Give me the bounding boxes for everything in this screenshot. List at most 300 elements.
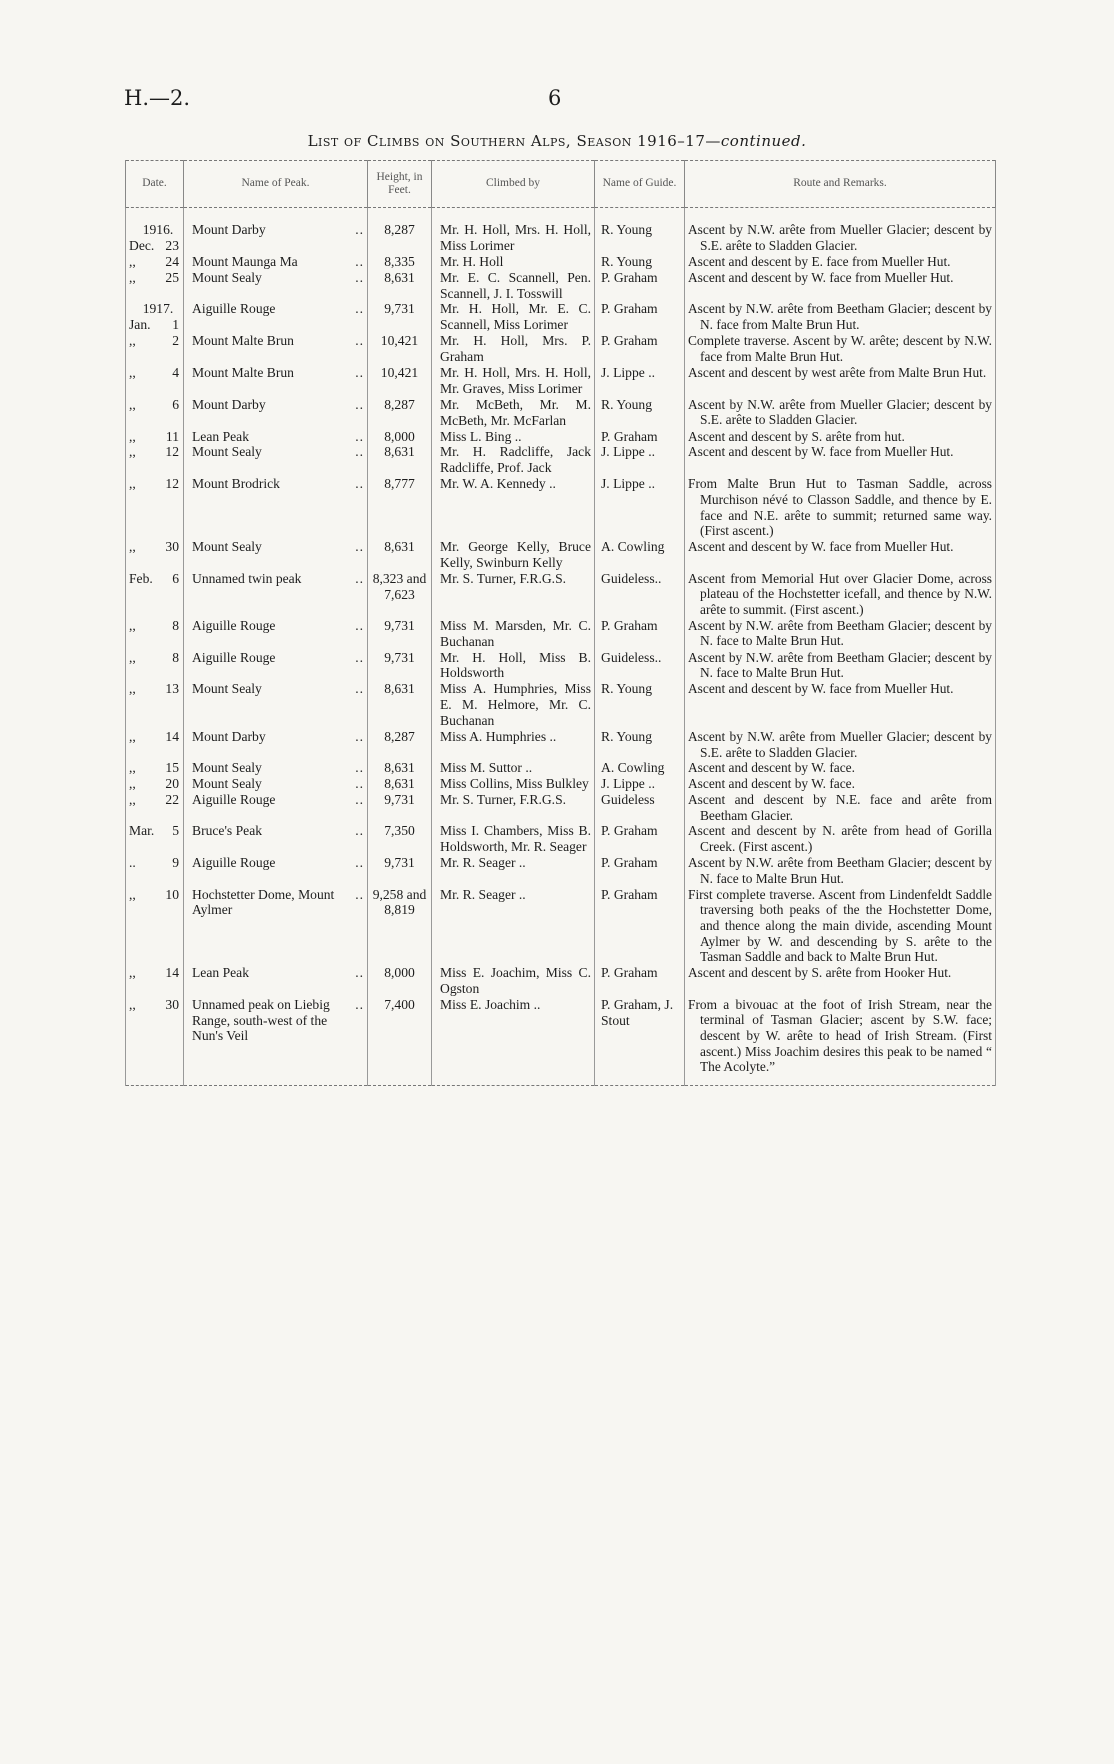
table-row <box>126 444 996 476</box>
height-cell: 7,400 <box>368 997 432 1086</box>
leader-dots: .. <box>355 570 364 586</box>
col-peak: Name of Peak. <box>184 161 368 208</box>
leader-dots: .. <box>355 301 364 317</box>
table-row <box>126 301 996 333</box>
height-cell: 8,631 <box>368 539 432 571</box>
climbers-cell: Mr. George Kelly, Bruce Kelly, Swinburn Kelly <box>432 539 595 571</box>
climbers-cell: Mr. R. Seager .. <box>432 887 595 965</box>
leader-dots: .. <box>355 396 364 412</box>
table-row <box>126 776 996 792</box>
peak-cell <box>184 333 368 365</box>
peak-cell <box>184 776 368 792</box>
peak-cell <box>184 365 368 397</box>
peak-cell <box>184 650 368 682</box>
day-label: 10 <box>165 886 179 902</box>
remarks-cell <box>685 997 996 1086</box>
height-cell: 8,777 <box>368 476 432 539</box>
col-date: Date. <box>126 161 184 208</box>
guide-cell: J. Lippe .. <box>595 365 685 397</box>
peak-name: Aiguille Rouge <box>192 792 276 808</box>
date-cell <box>126 681 184 729</box>
guide-cell: P. Graham, J. Stout <box>595 997 685 1086</box>
remarks-cell <box>685 618 996 650</box>
guide-cell: P. Graham <box>595 855 685 886</box>
date-cell <box>126 650 184 682</box>
height-cell: 9,731 <box>368 618 432 650</box>
remarks-cell <box>685 365 996 397</box>
height-cell: 8,323 and 7,623 <box>368 571 432 618</box>
climbers-cell: Mr. McBeth, Mr. M. McBeth, Mr. McFarlan <box>432 397 595 429</box>
height-cell: 9,731 <box>368 855 432 886</box>
peak-name: Lean Peak <box>192 428 249 444</box>
remarks-cell <box>685 333 996 365</box>
date-cell <box>126 618 184 650</box>
remarks-text: Ascent and descent by W. face from Mueller Hut. <box>688 538 954 554</box>
day-label: 14 <box>165 964 179 980</box>
remarks-cell <box>685 301 996 333</box>
climbers-cell: Miss E. Joachim, Miss C. Ogston <box>432 965 595 997</box>
remarks-text: Ascent by N.W. arête from Beetham Glacier; descent by N. face to Malte Brun Hut. <box>688 855 992 886</box>
leader-dots: .. <box>355 222 364 237</box>
date-cell <box>126 776 184 792</box>
remarks-cell <box>685 476 996 539</box>
climbers-cell: Mr. H. Holl, Mrs. H. Holl, Miss Lorimer <box>432 222 595 254</box>
date-cell <box>126 823 184 855</box>
peak-name: Lean Peak <box>192 964 249 980</box>
remarks-text: Ascent and descent by W. face. <box>688 760 855 776</box>
remarks-text: Ascent and descent by E. face from Mueller Hut. <box>688 253 951 269</box>
date-cell <box>126 760 184 776</box>
peak-cell <box>184 397 368 429</box>
peak-cell <box>184 476 368 539</box>
climbers-cell: Miss M. Suttor .. <box>432 760 595 776</box>
peak-name: Aiguille Rouge <box>192 855 276 871</box>
climbers-cell: Miss M. Marsden, Mr. C. Buchanan <box>432 618 595 650</box>
date-cell <box>126 222 184 254</box>
month-label: ,, <box>129 269 136 285</box>
remarks-cell <box>685 429 996 445</box>
col-height: Height, in Feet. <box>368 161 432 208</box>
date-cell <box>126 887 184 965</box>
table-row <box>126 887 996 965</box>
peak-cell <box>184 539 368 571</box>
year-label: 1916. <box>142 222 174 237</box>
peak-name: Mount Sealy <box>192 444 262 460</box>
remarks-text: Ascent and descent by W. face. <box>688 776 855 792</box>
table-row <box>126 792 996 823</box>
climbers-cell: Mr. W. A. Kennedy .. <box>432 476 595 539</box>
guide-cell: J. Lippe .. <box>595 444 685 476</box>
day-label: 8 <box>172 649 179 665</box>
peak-cell <box>184 997 368 1086</box>
date-cell <box>126 855 184 886</box>
height-cell: 8,000 <box>368 965 432 997</box>
leader-dots: .. <box>355 996 364 1012</box>
height-cell: 8,335 <box>368 254 432 270</box>
leader-dots: .. <box>355 269 364 285</box>
leader-dots: .. <box>355 776 364 792</box>
month-label: ,, <box>129 333 136 349</box>
date-cell <box>126 539 184 571</box>
day-label: 2 <box>172 333 179 349</box>
peak-cell <box>184 965 368 997</box>
guide-cell: R. Young <box>595 681 685 729</box>
report-reference: H.—2. <box>124 86 191 110</box>
guide-cell: P. Graham <box>595 333 685 365</box>
remarks-cell <box>685 776 996 792</box>
peak-name: Mount Darby <box>192 222 266 237</box>
climbers-cell: Miss I. Chambers, Miss B. Holdsworth, Mr. R. Seager <box>432 823 595 855</box>
leader-dots: .. <box>355 855 364 871</box>
month-label: .. <box>129 855 136 871</box>
table-row <box>126 571 996 618</box>
day-label: 4 <box>172 365 179 381</box>
day-label: 8 <box>172 617 179 633</box>
guide-cell: Guideless.. <box>595 650 685 682</box>
leader-dots: .. <box>355 792 364 808</box>
leader-dots: .. <box>355 886 364 902</box>
remarks-cell <box>685 222 996 254</box>
guide-cell: R. Young <box>595 254 685 270</box>
table-row <box>126 476 996 539</box>
remarks-text: Ascent and descent by S. arête from hut. <box>688 428 905 444</box>
remarks-text: Ascent from Memorial Hut over Glacier Dome, across plateau of the Hochstetter icefall, and thence by N.W. arête to summit. (First ascent.) <box>688 570 992 618</box>
peak-name: Bruce's Peak <box>192 823 263 839</box>
guide-cell: R. Young <box>595 222 685 254</box>
remarks-text: Ascent and descent by west arête from Malte Brun Hut. <box>688 365 987 381</box>
month-label: ,, <box>129 476 136 492</box>
remarks-text: From a bivouac at the foot of Irish Stream, near the terminal of Tasman Glacier; ascent by S.W. face; descent by W. arête to head of Irish Stream. (First ascent.) Miss Joachim desires this peak to be named “ The Acolyte.” <box>688 996 992 1075</box>
guide-cell: P. Graham <box>595 887 685 965</box>
peak-cell <box>184 222 368 254</box>
remarks-cell <box>685 965 996 997</box>
table-row <box>126 222 996 254</box>
remarks-text: Ascent by N.W. arête from Mueller Glacier; descent by S.E. arête to Sladden Glacier. <box>688 728 992 760</box>
date-cell <box>126 333 184 365</box>
guide-cell: P. Graham <box>595 429 685 445</box>
remarks-text: Ascent and descent by N.E. face and arête from Beetham Glacier. <box>688 792 992 823</box>
remarks-cell <box>685 887 996 965</box>
month-label: Mar. <box>129 823 155 839</box>
remarks-text: Ascent and descent by W. face from Mueller Hut. <box>688 681 954 697</box>
date-cell <box>126 429 184 445</box>
climbs-table <box>125 160 996 1086</box>
remarks-text: From Malte Brun Hut to Tasman Saddle, across Murchison névé to Classon Saddle, and thence by E. face and N.E. arête to summit; returned same way. (First ascent.) <box>688 476 992 539</box>
leader-dots: .. <box>355 649 364 665</box>
height-cell: 9,731 <box>368 301 432 333</box>
climbers-cell: Mr. R. Seager .. <box>432 855 595 886</box>
month-label: ,, <box>129 964 136 980</box>
remarks-cell <box>685 681 996 729</box>
leader-dots: .. <box>355 428 364 444</box>
peak-name: Unnamed twin peak <box>192 570 302 586</box>
page-number: 6 <box>548 86 562 110</box>
remarks-text: Ascent by N.W. arête from Mueller Glacier; descent by S.E. arête to Sladden Glacier. <box>688 222 992 253</box>
remarks-cell <box>685 397 996 429</box>
peak-name: Aiguille Rouge <box>192 617 276 633</box>
date-cell <box>126 729 184 760</box>
date-cell <box>126 397 184 429</box>
remarks-text: Ascent and descent by N. arête from head of Gorilla Creek. (First ascent.) <box>688 823 992 855</box>
peak-cell <box>184 760 368 776</box>
height-cell: 8,631 <box>368 760 432 776</box>
table-row <box>126 760 996 776</box>
peak-name: Mount Sealy <box>192 269 262 285</box>
day-label: 1 <box>172 317 179 333</box>
peak-cell <box>184 887 368 965</box>
month-label: ,, <box>129 792 136 808</box>
col-guide: Name of Guide. <box>595 161 685 208</box>
height-cell: 8,287 <box>368 729 432 760</box>
leader-dots: .. <box>355 333 364 349</box>
remarks-text: Ascent and descent by W. face from Mueller Hut. <box>688 269 954 285</box>
climbers-cell: Mr. E. C. Scannell, Pen. Scannell, J. I. Tosswill <box>432 270 595 302</box>
table-row <box>126 650 996 682</box>
guide-cell: P. Graham <box>595 270 685 302</box>
table-row <box>126 397 996 429</box>
date-cell <box>126 254 184 270</box>
day-label: 30 <box>165 996 179 1012</box>
guide-cell: P. Graham <box>595 618 685 650</box>
table-row <box>126 729 996 760</box>
climbers-cell: Miss L. Bing .. <box>432 429 595 445</box>
leader-dots: .. <box>355 760 364 776</box>
guide-cell: A. Cowling <box>595 760 685 776</box>
date-cell <box>126 997 184 1086</box>
peak-name: Mount Brodrick <box>192 476 280 492</box>
guide-cell: A. Cowling <box>595 539 685 571</box>
table-row <box>126 618 996 650</box>
day-label: 15 <box>165 760 179 776</box>
day-label: 6 <box>172 570 179 586</box>
peak-cell <box>184 823 368 855</box>
table-row <box>126 539 996 571</box>
climbers-cell: Mr. S. Turner, F.R.G.S. <box>432 571 595 618</box>
table-row <box>126 823 996 855</box>
remarks-cell <box>685 823 996 855</box>
day-label: 20 <box>165 776 179 792</box>
leader-dots: .. <box>355 681 364 697</box>
leader-dots: .. <box>355 444 364 460</box>
month-label: ,, <box>129 396 136 412</box>
guide-cell: P. Graham <box>595 965 685 997</box>
height-cell: 9,731 <box>368 792 432 823</box>
leader-dots: .. <box>355 365 364 381</box>
remarks-text: Ascent by N.W. arête from Beetham Glacier; descent by N. face to Malte Brun Hut. <box>688 617 992 649</box>
guide-cell: J. Lippe .. <box>595 776 685 792</box>
table-row <box>126 681 996 729</box>
day-label: 23 <box>165 237 179 253</box>
month-label: ,, <box>129 996 136 1012</box>
date-cell <box>126 965 184 997</box>
peak-cell <box>184 571 368 618</box>
month-label: ,, <box>129 728 136 744</box>
height-cell: 8,631 <box>368 270 432 302</box>
month-label: ,, <box>129 681 136 697</box>
peak-cell <box>184 301 368 333</box>
month-label: Jan. <box>129 317 151 333</box>
day-label: 12 <box>165 444 179 460</box>
table-row <box>126 365 996 397</box>
peak-cell <box>184 792 368 823</box>
climbers-cell: Mr. S. Turner, F.R.G.S. <box>432 792 595 823</box>
remarks-cell <box>685 270 996 302</box>
peak-cell <box>184 444 368 476</box>
height-cell: 8,631 <box>368 444 432 476</box>
leader-dots: .. <box>355 253 364 269</box>
peak-name: Mount Malte Brun <box>192 333 294 349</box>
day-label: 5 <box>172 823 179 839</box>
remarks-text: Ascent by N.W. arête from Beetham Glacier; descent by N. face from Malte Brun Hut. <box>688 301 992 333</box>
day-label: 22 <box>165 792 179 808</box>
remarks-text: Complete traverse. Ascent by W. arête; descent by N.W. face from Malte Brun Hut. <box>688 333 992 364</box>
peak-cell <box>184 855 368 886</box>
day-label: 11 <box>165 428 179 444</box>
date-cell <box>126 792 184 823</box>
leader-dots: .. <box>355 538 364 554</box>
table-row <box>126 333 996 365</box>
guide-cell: Guideless <box>595 792 685 823</box>
peak-name: Hochstetter Dome, Mount Aylmer <box>192 886 335 918</box>
date-cell <box>126 444 184 476</box>
table-title-suffix: continued. <box>720 132 807 150</box>
peak-name: Unnamed peak on Liebig Range, south-west of the Nun's Veil <box>192 996 330 1044</box>
peak-name: Mount Sealy <box>192 681 262 697</box>
day-label: 14 <box>165 728 179 744</box>
month-label: Feb. <box>129 570 153 586</box>
month-label: ,, <box>129 365 136 381</box>
climbers-cell: Miss E. Joachim .. <box>432 997 595 1086</box>
day-label: 6 <box>172 396 179 412</box>
remarks-cell <box>685 855 996 886</box>
table-row <box>126 997 996 1086</box>
remarks-cell <box>685 760 996 776</box>
peak-name: Aiguille Rouge <box>192 649 276 665</box>
guide-cell: P. Graham <box>595 823 685 855</box>
table-title-text: List of Climbs on Southern Alps, Season 1916–17— <box>307 132 721 150</box>
leader-dots: .. <box>355 964 364 980</box>
remarks-cell <box>685 254 996 270</box>
month-label: ,, <box>129 253 136 269</box>
climbers-cell: Mr. H. Holl, Miss B. Holdsworth <box>432 650 595 682</box>
table-header <box>126 161 996 208</box>
remarks-cell <box>685 792 996 823</box>
peak-cell <box>184 254 368 270</box>
remarks-text: Ascent and descent by W. face from Mueller Hut. <box>688 444 954 460</box>
remarks-cell <box>685 444 996 476</box>
climbers-cell: Miss A. Humphries, Miss E. M. Helmore, Mr. C. Buchanan <box>432 681 595 729</box>
leader-dots: .. <box>355 617 364 633</box>
day-label: 9 <box>172 855 179 871</box>
day-label: 24 <box>165 253 179 269</box>
leader-dots: .. <box>355 823 364 839</box>
guide-cell: Guideless.. <box>595 571 685 618</box>
table-row <box>126 270 996 302</box>
month-label: ,, <box>129 760 136 776</box>
peak-name: Mount Sealy <box>192 760 262 776</box>
peak-cell <box>184 681 368 729</box>
climbers-cell: Mr. H. Holl, Mr. E. C. Scannell, Miss Lorimer <box>432 301 595 333</box>
climbers-cell: Mr. H. Holl, Mrs. P. Graham <box>432 333 595 365</box>
table-title <box>0 132 1114 150</box>
climbers-cell: Mr. H. Radcliffe, Jack Radcliffe, Prof. Jack <box>432 444 595 476</box>
day-label: 13 <box>165 681 179 697</box>
climbers-cell: Mr. H. Holl <box>432 254 595 270</box>
table-row <box>126 855 996 886</box>
date-cell <box>126 301 184 333</box>
height-cell: 8,631 <box>368 776 432 792</box>
year-label: 1917. <box>142 301 174 317</box>
height-cell: 8,631 <box>368 681 432 729</box>
peak-name: Mount Sealy <box>192 776 262 792</box>
peak-name: Mount Malte Brun <box>192 365 294 381</box>
peak-cell <box>184 270 368 302</box>
remarks-cell <box>685 650 996 682</box>
peak-name: Mount Sealy <box>192 538 262 554</box>
month-label: ,, <box>129 428 136 444</box>
day-label: 12 <box>165 476 179 492</box>
guide-cell: J. Lippe .. <box>595 476 685 539</box>
peak-cell <box>184 729 368 760</box>
month-label: ,, <box>129 886 136 902</box>
guide-cell: R. Young <box>595 729 685 760</box>
table-row <box>126 254 996 270</box>
month-label: ,, <box>129 538 136 554</box>
guide-cell: R. Young <box>595 397 685 429</box>
remarks-cell <box>685 571 996 618</box>
climbers-cell: Mr. H. Holl, Mrs. H. Holl, Mr. Graves, Miss Lorimer <box>432 365 595 397</box>
col-remarks: Route and Remarks. <box>685 161 996 208</box>
month-label: ,, <box>129 649 136 665</box>
table-row <box>126 965 996 997</box>
month-label: ,, <box>129 617 136 633</box>
remarks-text: Ascent by N.W. arête from Beetham Glacier; descent by N. face to Malte Brun Hut. <box>688 649 992 681</box>
height-cell: 7,350 <box>368 823 432 855</box>
height-cell: 10,421 <box>368 333 432 365</box>
height-cell: 9,731 <box>368 650 432 682</box>
date-cell <box>126 571 184 618</box>
peak-name: Mount Darby <box>192 728 266 744</box>
height-cell: 10,421 <box>368 365 432 397</box>
peak-name: Aiguille Rouge <box>192 301 276 317</box>
table-body <box>126 208 996 1086</box>
leader-dots: .. <box>355 476 364 492</box>
remarks-cell <box>685 729 996 760</box>
remarks-cell <box>685 539 996 571</box>
climbers-cell: Miss A. Humphries .. <box>432 729 595 760</box>
peak-cell <box>184 618 368 650</box>
remarks-text: First complete traverse. Ascent from Lindenfeldt Saddle traversing both peaks of the the Hochstetter Dome, and thence along the main divide, ascending Mount Aylmer by W. and descending by S. arête to the Tasman Saddle and back to Malte Brun Hut. <box>688 886 992 965</box>
table-row <box>126 429 996 445</box>
peak-name: Mount Darby <box>192 396 266 412</box>
day-label: 30 <box>165 538 179 554</box>
date-cell <box>126 270 184 302</box>
remarks-text: Ascent and descent by S. arête from Hooker Hut. <box>688 964 952 980</box>
guide-cell: P. Graham <box>595 301 685 333</box>
month-label: ,, <box>129 444 136 460</box>
day-label: 25 <box>165 269 179 285</box>
month-label: Dec. <box>129 237 155 253</box>
leader-dots: .. <box>355 728 364 744</box>
date-cell <box>126 365 184 397</box>
date-cell <box>126 476 184 539</box>
height-cell: 8,000 <box>368 429 432 445</box>
month-label: ,, <box>129 776 136 792</box>
col-climbers: Climbed by <box>432 161 595 208</box>
height-cell: 9,258 and 8,819 <box>368 887 432 965</box>
height-cell: 8,287 <box>368 397 432 429</box>
peak-cell <box>184 429 368 445</box>
